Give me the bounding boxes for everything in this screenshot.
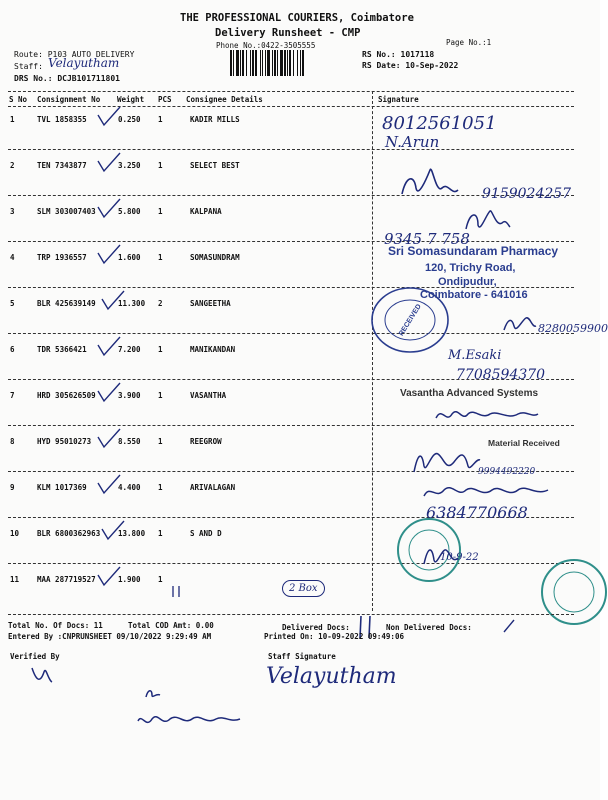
drs-number: DRS No.: DCJB101711801 xyxy=(14,74,120,83)
cell-pcs: 1 xyxy=(158,575,163,584)
cell-consignment: TDR 5366421 xyxy=(37,345,87,354)
cell-weight: 1.600 xyxy=(118,253,141,262)
signature-scribble-r9 xyxy=(420,478,560,504)
phone-number: Phone No.:0422-3505555 xyxy=(216,41,316,50)
check-mark-icon xyxy=(96,473,122,495)
row-separator xyxy=(8,333,574,334)
cell-consignment: TEN 7343877 xyxy=(37,161,87,170)
signature-scribble-r2 xyxy=(396,160,476,202)
cell-pcs: 1 xyxy=(158,253,163,262)
staff-name-handwritten: Velayutham xyxy=(48,56,120,70)
footer-delivered: Delivered Docs: xyxy=(282,623,350,632)
cell-consignee: KALPANA xyxy=(190,207,222,216)
cell-consignee: SOMASUNDRAM xyxy=(190,253,240,262)
stamp-pharmacy-address-1: 120, Trichy Road, xyxy=(425,262,516,274)
check-mark-icon xyxy=(100,289,126,311)
cell-consignment: TVL 1858355 xyxy=(37,115,87,124)
col-header-pcs: PCS xyxy=(158,95,172,104)
cell-sno: 11 xyxy=(10,575,20,584)
cell-sno: 9 xyxy=(10,483,15,492)
sig-r9-phone: 6384770668 xyxy=(426,503,528,522)
col-header-sno: S No xyxy=(9,95,28,104)
verifier-handwriting xyxy=(130,685,250,735)
signature-scribble-r8 xyxy=(410,444,482,478)
company-title: THE PROFESSIONAL COURIERS, Coimbatore xyxy=(180,12,414,24)
cell-pcs: 1 xyxy=(158,161,163,170)
sig-r2-phone: 9159024257 xyxy=(482,186,572,202)
table-top-rule xyxy=(8,91,574,92)
row-separator xyxy=(8,149,574,150)
cell-consignment: HYD 95010273 xyxy=(37,437,92,446)
cell-pcs: 1 xyxy=(158,483,163,492)
non-delivered-mark xyxy=(500,616,520,636)
footer-printed-on: Printed On: 10-09-2022 09:49:06 xyxy=(264,632,404,641)
table-bottom-rule xyxy=(8,614,574,615)
sig-r8-phone: 9994492220 xyxy=(478,467,536,477)
staff-label: Staff: xyxy=(14,62,43,71)
cell-pcs: 1 xyxy=(158,529,163,538)
cell-sno: 5 xyxy=(10,299,15,308)
cell-sno: 1 xyxy=(10,115,15,124)
row-separator xyxy=(8,241,574,242)
check-mark-icon xyxy=(96,197,122,219)
cell-weight: 11.300 xyxy=(118,299,146,308)
sig-r1-phone: 8012561051 xyxy=(382,113,497,134)
cell-consignee: SANGEETHA xyxy=(190,299,231,308)
check-mark-icon xyxy=(96,565,122,587)
cell-sno: 8 xyxy=(10,437,15,446)
signature-scribble-r5 xyxy=(500,312,540,336)
sig-r1-name: N.Arun xyxy=(385,133,440,151)
route-label: Route: P103 AUTO DELIVERY xyxy=(14,50,135,59)
cell-sno: 7 xyxy=(10,391,15,400)
check-mark-icon xyxy=(96,243,122,265)
cell-pcs: 1 xyxy=(158,437,163,446)
stamp-pharmacy-address-3: Coimbatore - 641016 xyxy=(420,289,528,301)
cell-sno: 4 xyxy=(10,253,15,262)
col-header-signature: Signature xyxy=(378,95,419,104)
verified-by-signature xyxy=(28,662,68,688)
footer-verified-by: Verified By xyxy=(10,652,60,661)
footer-total-cod: Total COD Amt: 0.00 xyxy=(128,621,214,630)
staff-signature-handwritten: Velayutham xyxy=(266,664,397,689)
check-mark-icon xyxy=(100,519,126,541)
cell-weight: 1.900 xyxy=(118,575,141,584)
stamp-pharmacy-address-2: Ondipudur, xyxy=(438,276,497,288)
signature-scribble-r7 xyxy=(432,402,542,426)
page-number: Page No.:1 xyxy=(446,38,492,47)
cell-consignment: MAA 287719527 xyxy=(37,575,96,584)
check-mark-icon xyxy=(96,381,122,403)
check-mark-icon xyxy=(96,427,122,449)
footer-staff-signature: Staff Signature xyxy=(268,652,336,661)
cell-weight: 7.200 xyxy=(118,345,141,354)
cell-sno: 6 xyxy=(10,345,15,354)
cell-weight: 5.800 xyxy=(118,207,141,216)
runsheet-title: Delivery Runsheet - CMP xyxy=(215,27,361,39)
cell-consignee: MANIKANDAN xyxy=(190,345,236,354)
cell-consignment: BLR 425639149 xyxy=(37,299,96,308)
cell-pcs: 1 xyxy=(158,345,163,354)
col-header-consignment: Consignment No xyxy=(37,95,101,104)
cell-consignee: SELECT BEST xyxy=(190,161,240,170)
sig-r10-date: 10-9-22 xyxy=(440,552,479,563)
cell-consignment: KLM 1017369 xyxy=(37,483,87,492)
cell-pcs: 2 xyxy=(158,299,163,308)
cell-consignee: S AND D xyxy=(190,529,222,538)
stamp-pharmacy-name: Sri Somasundaram Pharmacy xyxy=(388,244,559,258)
check-mark-icon xyxy=(96,105,122,127)
table-header-rule xyxy=(8,106,574,107)
col-header-weight: Weight xyxy=(117,95,145,104)
cell-pcs: 1 xyxy=(158,115,163,124)
footer-entered-by: Entered By :CNPRUNSHEET 09/10/2022 9:29:49 AM xyxy=(8,632,212,641)
sig-r4-phone: 9345 7 758 xyxy=(384,230,470,248)
footer-total-docs: Total No. Of Docs: 11 xyxy=(8,621,103,630)
barcode xyxy=(230,50,358,76)
cell-weight: 0.250 xyxy=(118,115,141,124)
cell-consignee: VASANTHA xyxy=(190,391,227,400)
col-header-consignee: Consignee Details xyxy=(186,95,263,104)
cell-weight: 4.400 xyxy=(118,483,141,492)
teal-stamp-right xyxy=(540,556,600,628)
stamp-received-text: RECEIVED xyxy=(397,303,423,338)
footer-non-delivered: Non Delivered Docs: xyxy=(386,623,472,632)
check-mark-icon xyxy=(96,335,122,357)
cell-sno: 3 xyxy=(10,207,15,216)
cell-weight: 3.900 xyxy=(118,391,141,400)
row-separator xyxy=(8,563,574,564)
cell-consignment: SLM 303007403 xyxy=(37,207,96,216)
cell-consignment: TRP 1936557 xyxy=(37,253,87,262)
cell-consignee: REEGROW xyxy=(190,437,222,446)
stamp-material-received: Material Received xyxy=(488,438,560,448)
cell-pcs: 1 xyxy=(158,207,163,216)
sig-r11-note: 2 Box xyxy=(282,580,325,597)
stamp-vasantha: Vasantha Advanced Systems xyxy=(400,388,539,399)
cell-consignee: KADIR MILLS xyxy=(190,115,240,124)
sig-r6-name: M.Esaki xyxy=(448,348,502,363)
cell-sno: 2 xyxy=(10,161,15,170)
rs-date: RS Date: 10-Sep-2022 xyxy=(362,61,459,70)
cell-sno: 10 xyxy=(10,529,20,538)
cell-pcs: 1 xyxy=(158,391,163,400)
cell-weight: 3.250 xyxy=(118,161,141,170)
round-received-stamp xyxy=(368,284,452,356)
rs-number: RS No.: 1017118 xyxy=(362,50,435,59)
sig-r5-phone: 8280059900 xyxy=(538,322,608,335)
check-mark-icon xyxy=(96,151,122,173)
cell-consignment: HRD 305626509 xyxy=(37,391,96,400)
sig-r6-phone: 7708594370 xyxy=(456,367,546,383)
cell-consignment: BLR 6800362963 xyxy=(37,529,101,538)
cell-consignee: ARIVALAGAN xyxy=(190,483,236,492)
cell-weight: 13.800 xyxy=(118,529,146,538)
ditto-mark xyxy=(170,583,184,601)
cell-weight: 8.550 xyxy=(118,437,141,446)
